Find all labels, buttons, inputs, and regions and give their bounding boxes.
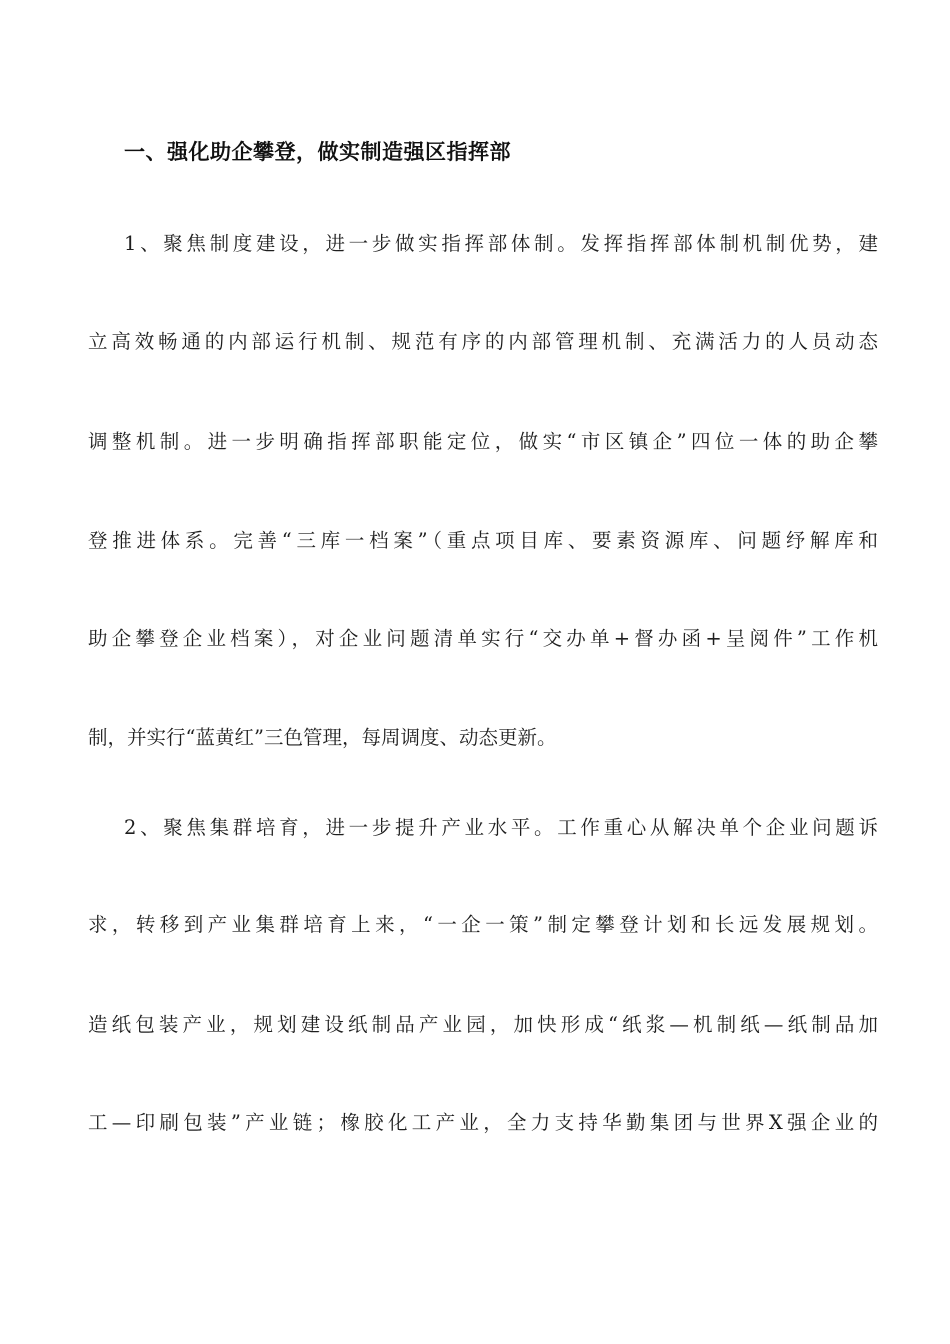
paragraph-line: 2、聚焦集群培育，进一步提升产业水平。工作重心从解决单个企业问题诉 [124, 816, 878, 839]
paragraph-line: 求，转移到产业集群培育上来，“一企一策”制定攀登计划和长远发展规划。 [88, 913, 878, 936]
paragraph-line: 登推进体系。完善“三库一档案”（重点项目库、要素资源库、问题纾解库和 [88, 529, 878, 552]
paragraph-line: 立高效畅通的内部运行机制、规范有序的内部管理机制、充满活力的人员动态 [88, 330, 878, 353]
paragraph-line: 制，并实行“蓝黄红”三色管理，每周调度、动态更新。 [88, 726, 557, 749]
paragraph-line: 1、聚焦制度建设，进一步做实指挥部体制。发挥指挥部体制机制优势，建 [124, 232, 878, 255]
paragraph-line: 工—印刷包装”产业链；橡胶化工产业，全力支持华勤集团与世界X强企业的 [88, 1111, 878, 1134]
paragraph-line: 造纸包装产业，规划建设纸制品产业园，加快形成“纸浆—机制纸—纸制品加 [88, 1013, 878, 1036]
paragraph-line: 助企攀登企业档案），对企业问题清单实行“交办单+督办函+呈阅件”工作机 [88, 627, 878, 650]
section-heading: 一、强化助企攀登，做实制造强区指挥部 [124, 140, 511, 164]
paragraph-line: 调整机制。进一步明确指挥部职能定位，做实“市区镇企”四位一体的助企攀 [88, 430, 878, 453]
